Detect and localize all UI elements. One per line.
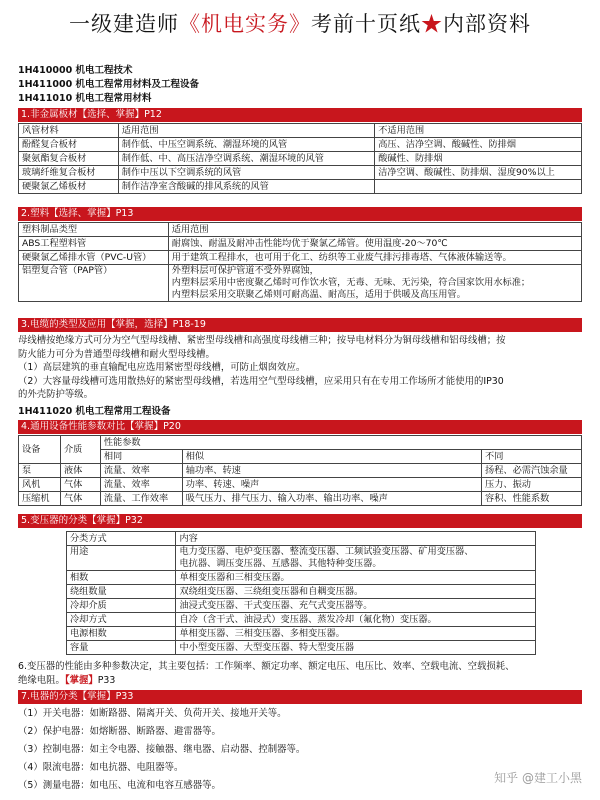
header-cell: 不适用范围 bbox=[375, 124, 582, 138]
table-row: 绕组数量 双绕组变压器、三绕组变压器和自耦变压器。 bbox=[67, 585, 536, 599]
table-plastics bbox=[18, 222, 582, 302]
list-item: （4）限流电器：如电抗器、电阻器等。 bbox=[18, 762, 184, 773]
section-7-bar: 7.电器的分类【掌握】P33 bbox=[18, 690, 582, 704]
table-row: 冷却介质 油浸式变压器、干式变压器、充气式变压器等。 bbox=[67, 599, 536, 613]
list-item: （1）开关电器：如断路器、隔离开关、负荷开关、接地开关等。 bbox=[18, 708, 287, 719]
list-item: （5）测量电器：如电压、电流和电容互感器等。 bbox=[18, 780, 221, 791]
page-title: 一级建造师《机电实务》考前十页纸★内部资料 bbox=[69, 12, 531, 36]
table-row: 玻璃纤维复合板材 制作中压以下空调系统的风管 洁净空调、酸碱性、防排烟、湿度90%以上 bbox=[19, 166, 582, 180]
table-row: 相数 单相变压器和三相变压器。 bbox=[67, 571, 536, 585]
watermark: 知乎 @建工小黑 bbox=[494, 771, 582, 785]
table-row: 酚醛复合板材 制作低、中压空调系统、潮湿环境的风管 高压、洁净空调、酸碱性、防排烟 bbox=[19, 138, 582, 152]
table-row: 容量 中小型变压器、大型变压器、特大型变压器 bbox=[67, 641, 536, 655]
table-row: 硬聚氯乙烯排水管（PVC-U管） 用于建筑工程排水，也可用于化工、纺织等工业废气排污排毒塔、气体液体输送等。 bbox=[19, 251, 582, 265]
list-item: （2）保护电器：如熔断器、断路器、避雷器等。 bbox=[18, 726, 221, 737]
section-5-bar: 5.变压器的分类【掌握】P32 bbox=[18, 514, 582, 528]
table-row: 硬聚氯乙烯板材 制作洁净室含酸碱的排风系统的风管 bbox=[19, 180, 582, 194]
chapter-heading: 1H410000 机电工程技术 bbox=[18, 65, 133, 76]
subsection-heading-2: 1H411020 机电工程常用工程设备 bbox=[18, 406, 171, 417]
header-cell: 适用范围 bbox=[118, 124, 374, 138]
table-row: 压缩机 气体 流量、工作效率 吸气压力、排气压力、输入功率、输出功率、噪声 容积、性能系数 bbox=[19, 492, 582, 506]
table-header-row: 分类方式 内容 bbox=[67, 532, 536, 546]
table-row: 聚氨酯复合板材 制作低、中、高压洁净空调系统、潮湿环境的风管 酸碱性、防排烟 bbox=[19, 152, 582, 166]
table-row: 泵 液体 流量、效率 轴功率、转速 扬程、必需汽蚀余量 bbox=[19, 464, 582, 478]
section-4-bar: 4.通用设备性能参数对比【掌握】P20 bbox=[18, 420, 582, 434]
table-row: 冷却方式 自冷（含干式、油浸式）变压器、蒸发冷却（氟化物）变压器。 bbox=[67, 613, 536, 627]
cable-text: 母线槽按绝缘方式可分为空气型母线槽、紧密型母线槽和高强度母线槽三种；按导电材料分为铜母线槽和铝母线槽；按 防火能力可分为普通型母线槽和耐火型母线槽。 （1）高层建筑的垂直输配电应选用紧密型母线槽，可防止烟囱效应。 （2）大容量母线槽可选用散热好的紧密型母线槽，若选用空气型母线槽，应采用只有在专用工作场所才能使用的IP30 的外壳防护等级。 bbox=[18, 335, 506, 400]
table-equipment-params: 设备 介质 性能参数 相同 相似 不同 泵 液体 流量、效率 轴功率、转速 扬程、必需汽蚀余量 风机 气体 流量、效率 功率、转速、噪声 压力、振动 压缩机 气体 流量、工作效率 吸气压力、排气压力、输入功率、输出功率、噪声 容积、性能系数 bbox=[18, 435, 582, 506]
transformer-performance-text: 6.变压器的性能由多种参数决定，其主要包括：工作频率、额定功率、额定电压、电压比、效率、空载电流、空载损耗、 绝缘电阻。【掌握】P33 bbox=[18, 661, 515, 686]
table-nonmetal-boards bbox=[18, 123, 582, 194]
section-3-bar: 3.电缆的类型及应用【掌握，选择】P18-19 bbox=[18, 318, 582, 332]
table-row: 铝塑复合管（PAP管） 外塑料层可保护管道不受外界腐蚀， 内塑料层采用中密度聚乙烯时可作饮水管，无毒、无味、无污染，符合国家饮用水标准； 内塑料层采用交联聚乙烯则可耐高温、耐高压，适用于供暖及高压用管。 bbox=[19, 265, 582, 302]
table-transformer-classification bbox=[66, 531, 536, 655]
table-row: 电源相数 单相变压器、三相变压器、多相变压器。 bbox=[67, 627, 536, 641]
section-2-bar: 2.塑料【选择、掌握】P13 bbox=[18, 207, 582, 221]
list-item: （3）控制电器：如主令电器、接触器、继电器、启动器、控制器等。 bbox=[18, 744, 306, 755]
section-1-bar: 1.非金属板材【选择、掌握】P12 bbox=[18, 108, 582, 122]
table-header-row bbox=[19, 124, 582, 138]
subsection-heading: 1H411010 机电工程常用材料 bbox=[18, 93, 152, 104]
section-heading: 1H411000 机电工程常用材料及工程设备 bbox=[18, 79, 200, 90]
header-cell: 风管材料 bbox=[19, 124, 119, 138]
table-header-row: 塑料制品类型 适用范围 bbox=[19, 223, 582, 237]
table-row: ABS工程塑料管 耐腐蚀、耐温及耐冲击性能均优于聚氯乙烯管。使用温度-20～70℃ bbox=[19, 237, 582, 251]
table-row: 风机 气体 流量、效率 功率、转速、噪声 压力、振动 bbox=[19, 478, 582, 492]
table-row: 用途 电力变压器、电炉变压器、整流变压器、工频试验变压器、矿用变压器、 电抗器、调压变压器、互感器、其他特种变压器。 bbox=[67, 546, 536, 571]
